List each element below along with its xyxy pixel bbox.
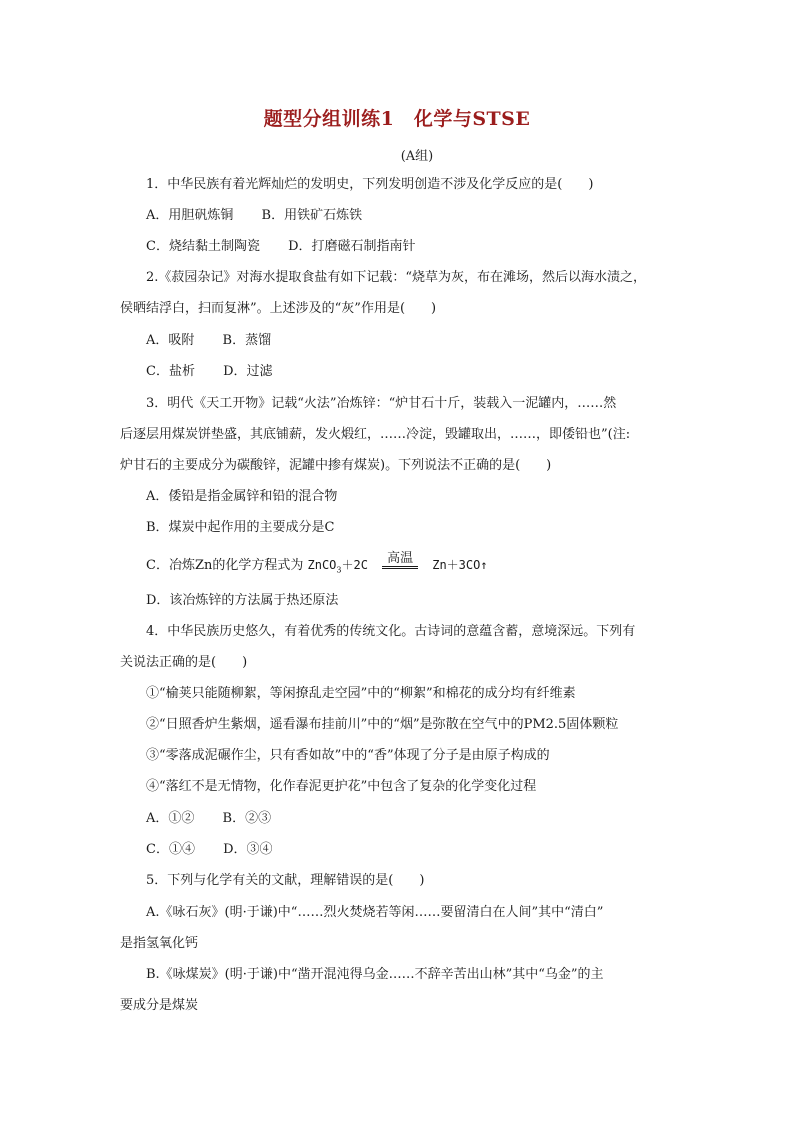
q3-option-b: B．煤炭中起作用的主要成分是C [146, 520, 335, 535]
q3-stem-line3: 炉甘石的主要成分为碳酸锌，泥罐中掺有煤炭)。下列说法不正确的是( ) [120, 458, 552, 473]
q2-options-ab [146, 332, 271, 350]
q1-options-cd [146, 238, 416, 256]
q4-statement-2: ②“日照香炉生紫烟，遥看瀑布挂前川”中的“烟”是弥散在空气中的PM2.5固体颗粒 [146, 717, 619, 732]
q2-option-a: A．吸附 [146, 333, 195, 348]
q5-option-b-line2: 要成分是煤炭 [120, 998, 199, 1013]
equation-equals-sign [382, 566, 418, 569]
q5-option-b-line1: B.《咏煤炭》(明·于谦)中“凿开混沌得乌金……不辞辛苦出山林”其中“乌金”的主 [146, 967, 604, 982]
q1-option-b: B．用铁矿石炼铁 [261, 208, 363, 223]
q1-stem: 1．中华民族有着光辉灿烂的发明史，下列发明创造不涉及化学反应的是( ) [146, 177, 594, 192]
equation-subscript: 3 [336, 565, 342, 575]
q3-option-c-text: C．冶炼Zn的化学方程式为 [146, 558, 304, 573]
q4-stem-line2: 关说法正确的是( ) [120, 655, 248, 670]
q4-stem-line1: 4．中华民族历史悠久，有着优秀的传统文化。古诗词的意蕴含蓄，意境深远。下列有 [146, 624, 636, 639]
q4-statement-1: ①“榆荚只能随柳絮，等闲撩乱走空园”中的“柳絮”和棉花的成分均有纤维素 [146, 686, 576, 701]
q3-option-a: A．倭铅是指金属锌和铅的混合物 [146, 489, 338, 504]
q4-option-c: C．①④ [146, 842, 195, 857]
q4-option-b: B．②③ [222, 811, 272, 826]
q2-options-cd [146, 363, 273, 381]
q3-stem-line1: 3．明代《天工开物》记载“火法”冶炼锌：“炉甘石十斤，装载入一泥罐内，……然 [146, 396, 617, 411]
q3-option-d: D．该冶炼锌的方法属于热还原法 [146, 593, 339, 608]
q2-stem-line1: 2.《菽园杂记》对海水提取食盐有如下记载：“烧草为灰，布在滩场，然后以海水渍之， [146, 270, 647, 285]
equation-reactant-zinc-carbonate: ZnCO [307, 558, 337, 572]
q2-option-c: C．盐析 [146, 364, 195, 379]
q4-statement-3: ③“零落成泥碾作尘，只有香如故”中的“香”体现了分子是由原子构成的 [146, 748, 550, 763]
q2-stem-line2: 侯晒结浮白，扫而复淋”。上述涉及的“灰”作用是( ) [120, 301, 437, 316]
equation-products: Zn＋3CO↑ [432, 558, 488, 572]
condition-high-temp: 高温 [387, 550, 414, 566]
q4-options-cd [146, 841, 273, 859]
q1-option-a: A．用胆矾炼铜 [146, 208, 234, 223]
q5-option-a-line2: 是指氢氧化钙 [120, 936, 199, 951]
q5-stem: 5．下列与化学有关的文献，理解错误的是( ) [146, 873, 425, 888]
q4-option-d: D．③④ [223, 842, 273, 857]
q2-option-b: B．蒸馏 [222, 333, 272, 348]
q1-option-c: C．烧结黏土制陶瓷 [146, 239, 260, 254]
group-label: (A组) [400, 149, 434, 164]
equation-reactant-carbon: ＋2C [341, 558, 368, 572]
q3-option-c [146, 550, 488, 580]
q1-options-ab [146, 207, 362, 225]
q1-option-d: D．打磨磁石制指南针 [288, 239, 416, 254]
q4-option-a: A．①② [146, 811, 195, 826]
q2-option-d: D．过滤 [223, 364, 273, 379]
q5-option-a-line1: A.《咏石灰》(明·于谦)中“……烈火焚烧若等闲……要留清白在人间”其中“清白” [146, 905, 604, 920]
q4-statement-4: ④“落红不是无情物，化作春泥更护花”中包含了复杂的化学变化过程 [146, 779, 537, 794]
q4-options-ab [146, 810, 271, 828]
equation-condition [382, 551, 418, 569]
page-title: 题型分组训练1 化学与STSE [263, 108, 531, 130]
q3-stem-line2: 后逐层用煤炭饼垫盛，其底铺薪，发火煅红，……冷淀，毁罐取出，……，即倭铅也”(注: [120, 427, 631, 442]
